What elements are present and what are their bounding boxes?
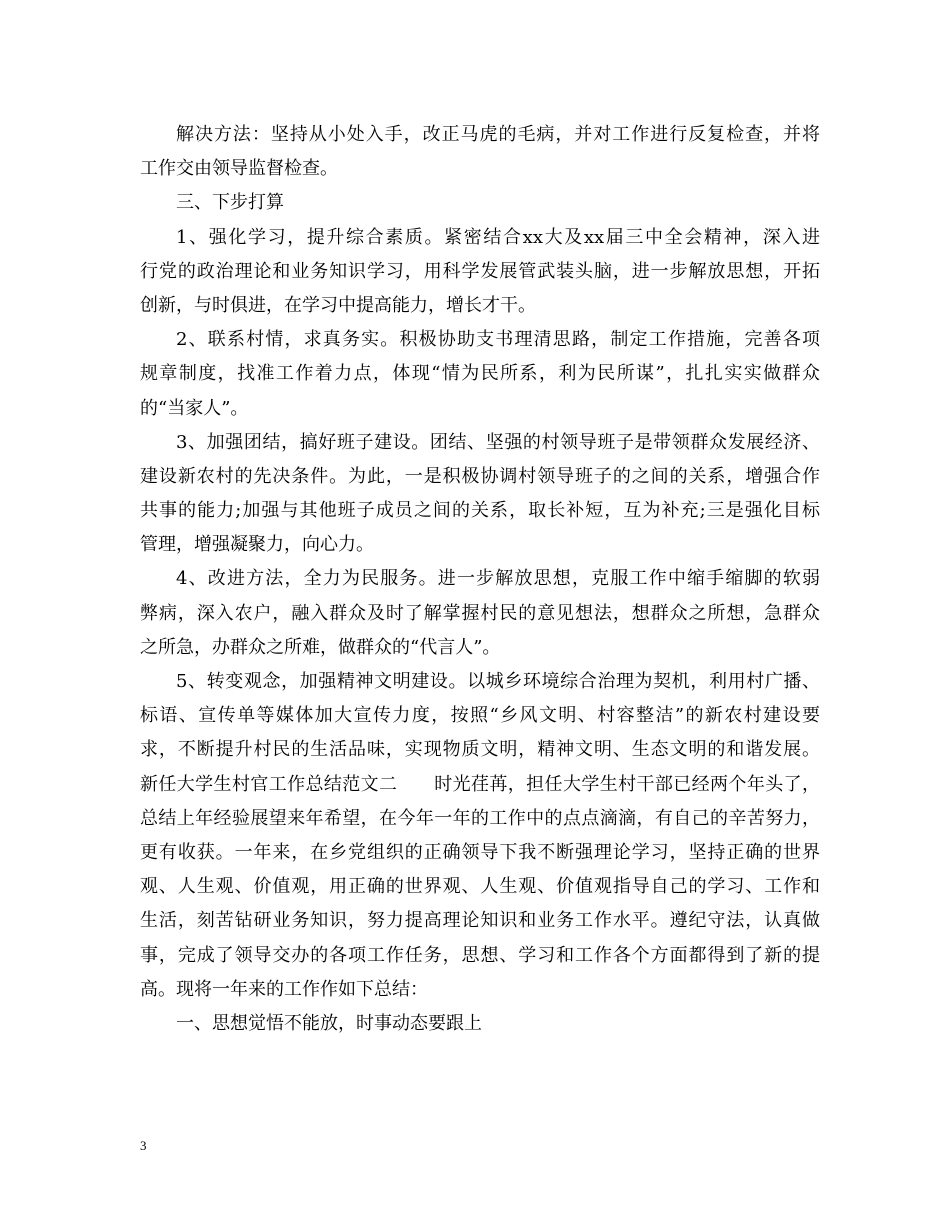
text-line: 更有收获。一年来，在乡党组织的正确领导下我不断强理论学习，坚持正确的世界 [140,841,820,863]
text-line: 总结上年经验展望来年希望，在今年一年的工作中的点点滴滴，有自己的辛苦努力， [140,807,820,829]
text-line: 规章制度，找准工作着力点，体现“情为民所系，利为民所谋”，扎扎实实做群众 [140,363,820,385]
text-line: 高。现将一年来的工作作如下总结： [140,978,428,1000]
text-line: 新任大学生村官工作总结范文二 时光荏苒，担任大学生村干部已经两个年头了， [140,773,820,795]
text-line: 求，不断提升村民的生活品味，实现物质文明，精神文明、生态文明的和谐发展。 [140,739,820,761]
text-line: 之所急，办群众之所难，做群众的“代言人”。 [140,636,501,658]
text-line: 观、人生观、价值观，用正确的世界观、人生观、价值观指导自己的学习、工作和 [140,876,820,898]
text-line: 弊病，深入农户，融入群众及时了解掌握村民的意见想法，想群众之所想，急群众 [140,602,820,624]
text-line: 标语、宣传单等媒体加大宣传力度，按照“乡风文明、村容整洁”的新农村建设要 [140,705,820,727]
text-line: 工作交由领导监督检查。 [140,158,338,180]
text-line: 生活，刻苦钻研业务知识，努力提高理论知识和业务工作水平。遵纪守法，认真做 [140,910,820,932]
text-line: 事，完成了领导交办的各项工作任务，思想、学习和工作各个方面都得到了新的提 [140,944,820,966]
text-line: 行党的政治理论和业务知识学习，用科学发展管武装头脑，进一步解放思想，开拓 [140,260,820,282]
text-line: 的“当家人”。 [140,397,249,419]
text-line: 解决方法：坚持从小处入手，改正马虎的毛病，并对工作进行反复检查，并将 [176,124,820,145]
text-line: 4、改进方法，全力为民服务。进一步解放思想，克服工作中缩手缩脚的软弱 [176,568,820,590]
text-line: 建设新农村的先决条件。为此，一是积极协调村领导班子的之间的关系，增强合作 [140,465,820,487]
text-line: 三、下步打算 [176,192,284,214]
text-lines [140,118,820,1041]
text-line: 3、加强团结，搞好班子建设。团结、坚强的村领导班子是带领群众发展经济、 [176,431,820,453]
text-line: 管理，增强凝聚力，向心力。 [140,534,374,556]
document-body [140,118,820,1041]
text-line: 1、强化学习，提升综合素质。紧密结合xx大及xx届三中全会精神，深入进 [176,226,820,248]
text-line: 5、转变观念，加强精神文明建设。以城乡环境综合治理为契机，利用村广播、 [176,671,820,692]
text-line: 创新，与时俱进，在学习中提高能力，增长才干。 [140,294,536,316]
text-line: 共事的能力;加强与其他班子成员之间的关系，取长补短，互为补充;三是强化目标 [140,500,820,522]
text-line: 一、思想觉悟不能放，时事动态要跟上 [176,1012,482,1034]
page-number: 3 [140,1138,147,1153]
text-line: 2、联系村情，求真务实。积极协助支书理清思路，制定工作措施，完善各项 [176,329,820,351]
